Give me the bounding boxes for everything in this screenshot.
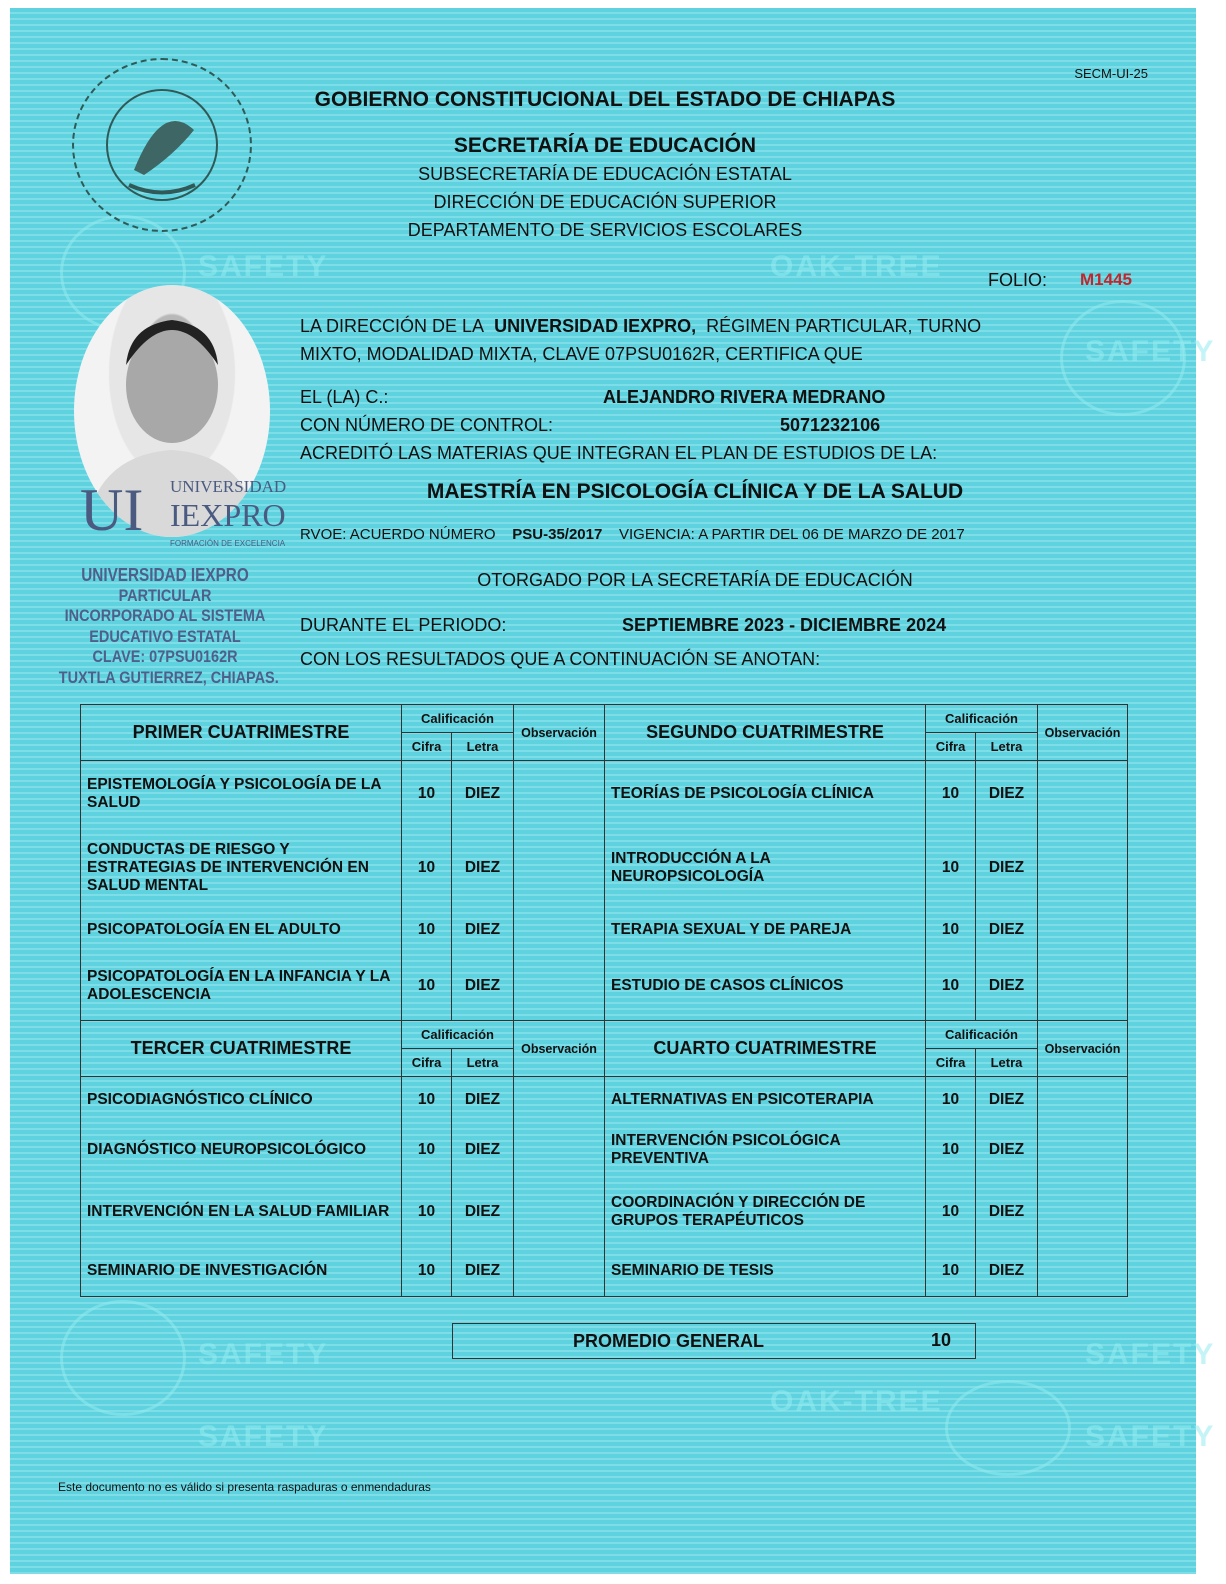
observation-cell	[1038, 953, 1128, 1021]
subject-name: CONDUCTAS DE RIESGO Y ESTRATEGIAS DE INTERVENCIÓN EN SALUD MENTAL	[81, 828, 402, 908]
watermark-safety: SAFETY	[198, 250, 329, 283]
calificacion-header: Calificación	[402, 705, 514, 733]
subject-name: COORDINACIÓN Y DIRECCIÓN DE GRUPOS TERAPÉUTICOS	[605, 1177, 926, 1247]
stamp-line: PARTICULAR	[118, 585, 212, 605]
table-row	[81, 761, 1128, 828]
subject-name: ESTUDIO DE CASOS CLÍNICOS	[605, 953, 926, 1021]
subject-name: INTERVENCIÓN EN LA SALUD FAMILIAR	[81, 1177, 402, 1247]
grade-cifra: 10	[402, 908, 452, 953]
uh-monogram: UI	[80, 477, 144, 543]
grade-cifra: 10	[926, 953, 976, 1021]
institution-stamp	[58, 565, 279, 688]
watermark-safety: SAFETY	[198, 1338, 329, 1371]
rvoe-label: RVOE: ACUERDO NÚMERO	[300, 526, 496, 543]
university-name: UNIVERSIDAD IEXPRO,	[494, 316, 697, 336]
observation-cell	[1038, 1077, 1128, 1123]
grade-letra: DIEZ	[452, 1247, 514, 1297]
subject-name: INTRODUCCIÓN A LA NEUROPSICOLOGÍA	[605, 828, 926, 908]
grade-cifra: 10	[926, 1177, 976, 1247]
subject-name: SEMINARIO DE INVESTIGACIÓN	[81, 1247, 402, 1297]
intro-text: RÉGIMEN PARTICULAR, TURNO	[706, 316, 982, 336]
watermark-safety: SAFETY	[198, 1420, 329, 1453]
grade-cifra: 10	[926, 1123, 976, 1177]
subject-name: INTERVENCIÓN PSICOLÓGICA PREVENTIVA	[605, 1123, 926, 1177]
table-row	[81, 828, 1128, 908]
calificacion-header: Calificación	[402, 1021, 514, 1049]
observation-cell	[514, 761, 605, 828]
program-name: MAESTRÍA EN PSICOLOGÍA CLÍNICA Y DE LA SALUD	[426, 480, 964, 503]
stamp-line: CLAVE: 07PSU0162R	[92, 647, 238, 666]
cifra-header: Cifra	[926, 1049, 976, 1077]
grade-cifra: 10	[402, 1247, 452, 1297]
header-direccion: DIRECCIÓN DE EDUCACIÓN SUPERIOR	[433, 192, 777, 212]
table-row	[81, 1077, 1128, 1123]
student-name: ALEJANDRO RIVERA MEDRANO	[603, 387, 886, 407]
subject-name: DIAGNÓSTICO NEUROPSICOLÓGICO	[81, 1123, 402, 1177]
footer-note: Este documento no es válido si presenta raspaduras o enmendaduras	[58, 1480, 431, 1494]
control-label: CON NÚMERO DE CONTROL:	[300, 415, 554, 435]
observation-cell	[514, 1247, 605, 1297]
logo-text: IEXPRO	[170, 497, 286, 533]
grade-cifra: 10	[926, 828, 976, 908]
average-value: 10	[931, 1330, 952, 1350]
plan-text: ACREDITÓ LAS MATERIAS QUE INTEGRAN EL PLAN DE ESTUDIOS DE LA:	[300, 443, 938, 463]
observation-cell	[1038, 828, 1128, 908]
rvoe-number: PSU-35/2017	[512, 526, 603, 543]
granted-text: OTORGADO POR LA SECRETARÍA DE EDUCACIÓN	[477, 570, 913, 590]
grade-cifra: 10	[402, 1123, 452, 1177]
mexican-coat-of-arms-seal	[72, 58, 252, 232]
header-secretaria: SECRETARÍA DE EDUCACIÓN	[453, 134, 757, 157]
observation-cell	[514, 1123, 605, 1177]
oak-tree-seal-watermark	[60, 1300, 186, 1416]
observation-cell	[1038, 1247, 1128, 1297]
subject-name: EPISTEMOLOGÍA Y PSICOLOGÍA DE LA SALUD	[81, 761, 402, 828]
form-code: SECM-UI-25	[1074, 66, 1148, 81]
grade-cifra: 10	[402, 761, 452, 828]
grade-letra: DIEZ	[976, 1247, 1038, 1297]
observation-cell	[1038, 1123, 1128, 1177]
observacion-header: Observación	[1038, 705, 1128, 761]
folio-label: FOLIO:	[988, 270, 1048, 290]
table-row	[81, 1247, 1128, 1297]
header-government: GOBIERNO CONSTITUCIONAL DEL ESTADO DE CHIAPAS	[314, 88, 896, 111]
oak-tree-seal-watermark	[945, 1380, 1071, 1476]
grade-cifra: 10	[402, 1177, 452, 1247]
table-row	[81, 953, 1128, 1021]
stamp-line: INCORPORADO AL SISTEMA	[64, 606, 266, 625]
observacion-header: Observación	[514, 1021, 605, 1077]
watermark-oak-tree: OAK-TREE	[770, 250, 943, 283]
logo-text: UNIVERSIDAD	[170, 477, 287, 496]
observation-cell	[1038, 1177, 1128, 1247]
grade-letra: DIEZ	[976, 761, 1038, 828]
grade-letra: DIEZ	[452, 953, 514, 1021]
grade-cifra: 10	[402, 1077, 452, 1123]
observation-cell	[514, 1177, 605, 1247]
observation-cell	[514, 953, 605, 1021]
header-departamento: DEPARTAMENTO DE SERVICIOS ESCOLARES	[407, 220, 803, 240]
watermark-safety: SAFETY	[1085, 335, 1216, 368]
stamp-line: UNIVERSIDAD IEXPRO	[81, 565, 249, 585]
grade-letra: DIEZ	[452, 1123, 514, 1177]
grade-letra: DIEZ	[976, 1177, 1038, 1247]
grade-cifra: 10	[926, 1077, 976, 1123]
letra-header: Letra	[452, 733, 514, 761]
table-row	[81, 908, 1128, 953]
grade-letra: DIEZ	[976, 828, 1038, 908]
subject-name: SEMINARIO DE TESIS	[605, 1247, 926, 1297]
subject-name: ALTERNATIVAS EN PSICOTERAPIA	[605, 1077, 926, 1123]
subject-name: PSICODIAGNÓSTICO CLÍNICO	[81, 1077, 402, 1123]
semester-header: SEGUNDO CUATRIMESTRE	[605, 705, 926, 761]
stamp-line: TUXTLA GUTIERREZ, CHIAPAS.	[58, 667, 279, 687]
observation-cell	[1038, 761, 1128, 828]
logo-tagline: FORMACIÓN DE EXCELENCIA	[170, 539, 286, 548]
stamp-line: EDUCATIVO ESTATAL	[89, 626, 241, 646]
grade-cifra: 10	[926, 761, 976, 828]
grade-cifra: 10	[926, 1247, 976, 1297]
grade-cifra: 10	[402, 953, 452, 1021]
calificacion-header: Calificación	[926, 705, 1038, 733]
watermark-safety: SAFETY	[1085, 1420, 1216, 1453]
results-text: CON LOS RESULTADOS QUE A CONTINUACIÓN SE ANOTAN:	[300, 649, 821, 669]
table-row	[81, 1123, 1128, 1177]
grade-letra: DIEZ	[452, 828, 514, 908]
semester-header: PRIMER CUATRIMESTRE	[81, 705, 402, 761]
observation-cell	[514, 908, 605, 953]
grade-letra: DIEZ	[452, 908, 514, 953]
period-value: SEPTIEMBRE 2023 - DICIEMBRE 2024	[622, 615, 947, 635]
subject-name: TERAPIA SEXUAL Y DE PAREJA	[605, 908, 926, 953]
letra-header: Letra	[976, 1049, 1038, 1077]
grade-letra: DIEZ	[452, 1077, 514, 1123]
cifra-header: Cifra	[926, 733, 976, 761]
observacion-header: Observación	[1038, 1021, 1128, 1077]
watermark-safety: SAFETY	[1085, 1338, 1216, 1371]
intro-text: LA DIRECCIÓN DE LA	[300, 316, 485, 336]
subject-name: PSICOPATOLOGÍA EN EL ADULTO	[81, 908, 402, 953]
grade-letra: DIEZ	[452, 1177, 514, 1247]
student-label: EL (LA) C.:	[300, 387, 389, 407]
table-row	[81, 1177, 1128, 1247]
watermark-oak-tree: OAK-TREE	[770, 1385, 943, 1418]
header-subsecretaria: SUBSECRETARÍA DE EDUCACIÓN ESTATAL	[418, 164, 792, 184]
observation-cell	[1038, 908, 1128, 953]
observation-cell	[514, 828, 605, 908]
grade-cifra: 10	[926, 908, 976, 953]
letra-header: Letra	[976, 733, 1038, 761]
grade-letra: DIEZ	[976, 1077, 1038, 1123]
subject-name: TEORÍAS DE PSICOLOGÍA CLÍNICA	[605, 761, 926, 828]
semester-header: CUARTO CUATRIMESTRE	[605, 1021, 926, 1077]
letra-header: Letra	[452, 1049, 514, 1077]
period-label: DURANTE EL PERIODO:	[300, 615, 507, 635]
calificacion-header: Calificación	[926, 1021, 1038, 1049]
rvoe-line	[300, 526, 965, 543]
control-number: 5071232106	[780, 415, 881, 435]
cifra-header: Cifra	[402, 733, 452, 761]
subject-name: PSICOPATOLOGÍA EN LA INFANCIA Y LA ADOLESCENCIA	[81, 953, 402, 1021]
rvoe-vigencia: VIGENCIA: A PARTIR DEL 06 DE MARZO DE 2017	[619, 526, 965, 543]
intro-line-1	[300, 316, 981, 337]
semester-header: TERCER CUATRIMESTRE	[81, 1021, 402, 1077]
grades-table	[80, 704, 1128, 1297]
folio-value: M1445	[1080, 270, 1132, 289]
grade-letra: DIEZ	[452, 761, 514, 828]
average-box	[452, 1323, 976, 1359]
average-label: PROMEDIO GENERAL	[573, 1331, 765, 1351]
university-logo-stamp	[60, 475, 287, 560]
observation-cell	[514, 1077, 605, 1123]
grade-letra: DIEZ	[976, 908, 1038, 953]
grade-letra: DIEZ	[976, 953, 1038, 1021]
cifra-header: Cifra	[402, 1049, 452, 1077]
grade-cifra: 10	[402, 828, 452, 908]
grade-letra: DIEZ	[976, 1123, 1038, 1177]
intro-line-2: MIXTO, MODALIDAD MIXTA, CLAVE 07PSU0162R, CERTIFICA QUE	[300, 344, 863, 364]
observacion-header: Observación	[514, 705, 605, 761]
